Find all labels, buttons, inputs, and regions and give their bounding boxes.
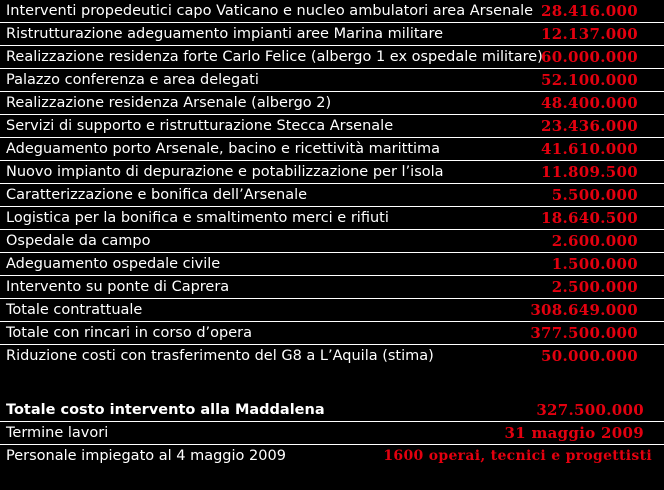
row-label: Servizi di supporto e ristrutturazione Stecca Arsenale	[6, 118, 394, 134]
row-value: 60.000.000	[541, 48, 638, 66]
row-label: Intervento su ponte di Caprera	[6, 279, 230, 295]
staff-value: 1600 operai, tecnici e progettisti	[383, 448, 652, 464]
table-row	[0, 138, 664, 161]
summary-block	[0, 399, 664, 467]
row-value: 41.610.000	[541, 140, 638, 158]
staff-label: Personale impiegato al 4 maggio 2009	[6, 448, 286, 464]
row-label: Ospedale da campo	[6, 233, 151, 249]
row-value: 48.400.000	[541, 94, 638, 112]
end-date-value: 31 maggio 2009	[504, 424, 644, 442]
row-label: Ristrutturazione adeguamento impianti aree Marina militare	[6, 26, 444, 42]
row-value: 308.649.000	[530, 301, 638, 319]
summary-row-total	[0, 399, 664, 422]
row-label: Adeguamento porto Arsenale, bacino e ricettività marittima	[6, 141, 441, 157]
table-row	[0, 230, 664, 253]
row-label: Adeguamento ospedale civile	[6, 256, 221, 272]
row-value: 1.500.000	[551, 255, 638, 273]
row-label: Totale con rincari in corso d’opera	[6, 325, 252, 341]
row-label: Realizzazione residenza forte Carlo Felice (albergo 1 ex ospedale militare)	[6, 49, 543, 65]
row-label: Nuovo impianto di depurazione e potabilizzazione per l’isola	[6, 164, 444, 180]
row-label: Palazzo conferenza e area delegati	[6, 72, 259, 88]
summary-row-staff	[0, 445, 664, 467]
end-date-label: Termine lavori	[6, 425, 109, 441]
total-cost-value: 327.500.000	[536, 401, 644, 419]
table-row	[0, 345, 664, 367]
row-label: Totale contrattuale	[6, 302, 143, 318]
row-label: Caratterizzazione e bonifica dell’Arsenale	[6, 187, 308, 203]
row-label: Logistica per la bonifica e smaltimento merci e rifiuti	[6, 210, 389, 226]
row-value: 23.436.000	[541, 117, 638, 135]
table-row	[0, 276, 664, 299]
row-value: 18.640.500	[541, 209, 638, 227]
row-value: 28.416.000	[541, 2, 638, 20]
table-row	[0, 161, 664, 184]
row-value: 2.600.000	[551, 232, 638, 250]
table-row	[0, 23, 664, 46]
row-value: 12.137.000	[541, 25, 638, 43]
table-row	[0, 46, 664, 69]
row-value: 11.809.500	[541, 163, 638, 181]
table-row	[0, 0, 664, 23]
table-row	[0, 69, 664, 92]
table-row	[0, 115, 664, 138]
row-value: 377.500.000	[530, 324, 638, 342]
row-label: Realizzazione residenza Arsenale (albergo 2)	[6, 95, 332, 111]
table-row	[0, 184, 664, 207]
table-row	[0, 253, 664, 276]
table-row	[0, 92, 664, 115]
table-row	[0, 299, 664, 322]
table-row	[0, 207, 664, 230]
row-label: Interventi propedeutici capo Vaticano e nucleo ambulatori area Arsenale	[6, 3, 534, 19]
row-value: 2.500.000	[551, 278, 638, 296]
total-cost-label: Totale costo intervento alla Maddalena	[6, 402, 325, 418]
row-value: 52.100.000	[541, 71, 638, 89]
table-row	[0, 322, 664, 345]
section-spacer	[0, 367, 664, 399]
row-value: 50.000.000	[541, 347, 638, 365]
row-value: 5.500.000	[551, 186, 638, 204]
row-label: Riduzione costi con trasferimento del G8 a L’Aquila (stima)	[6, 348, 434, 364]
summary-row-end	[0, 422, 664, 445]
